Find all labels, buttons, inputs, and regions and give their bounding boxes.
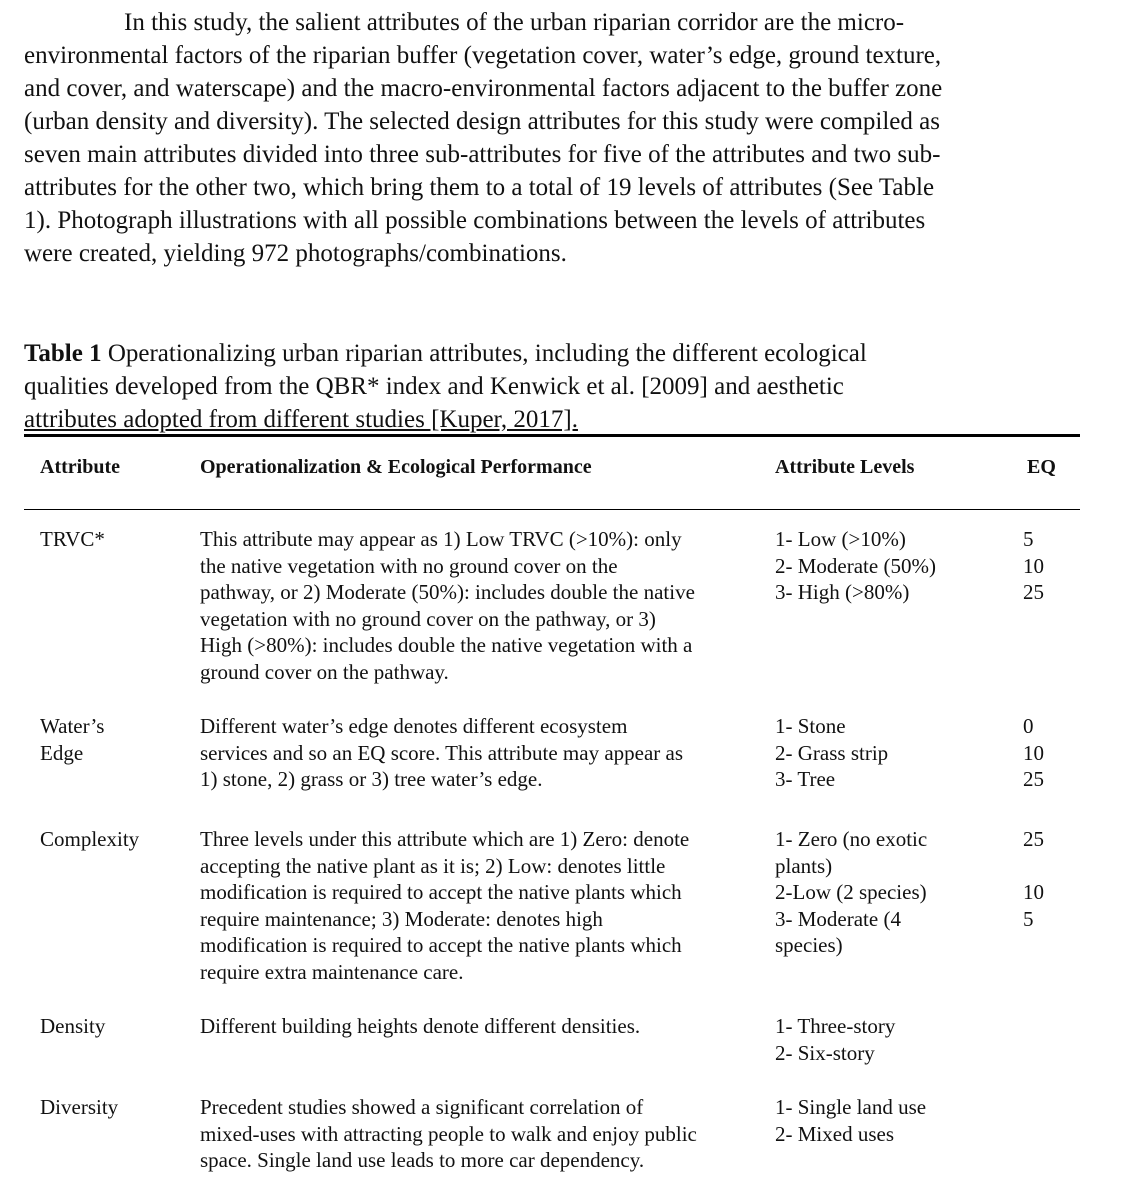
row-diversity-operationalization: Precedent studies showed a significant correlation of mixed-uses with attracting people to walk and enjoy public space. Single land use leads to more car dependency. [200,1095,697,1172]
header-levels: Attribute Levels [775,456,915,478]
body-paragraph [24,6,1080,270]
row-complexity-levels: 1- Zero (no exotic plants) 2-Low (2 species) 3- Moderate (4 species) [775,827,928,957]
row-density-attribute: Density [40,1014,106,1038]
row-diversity-attribute: Diversity [40,1095,119,1119]
paragraph-line: and cover, and waterscape) and the macro-environmental factors adjacent to the buffer zone [24,75,943,102]
row-complexity-eq: 25 10 5 [1023,827,1044,931]
row-trvc-attribute: TRVC* [40,527,105,551]
table-caption [24,337,1024,436]
paragraph-line: attributes for the other two, which bring them to a total of 19 levels of attributes (See Table [24,174,935,201]
row-complexity-attribute: Complexity [40,827,140,851]
paragraph-line: In this study, the salient attributes of the urban riparian corridor are the micro- [124,9,905,36]
row-trvc-operationalization: This attribute may appear as 1) Low TRVC (>10%): only the native vegetation with no ground cover on the pathway, or 2) Moderate (50%): includes double the native vegetation with no ground cover on the pathway, or 3) High (>80%): includes double the native vegetation with a ground cover on the pathway. [200,527,695,684]
caption-label: Table 1 [24,340,102,367]
table-top-rule [24,434,1080,437]
paragraph-line: 1). Photograph illustrations with all possible combinations between the levels of attributes [24,207,926,234]
header-operationalization: Operationalization & Ecological Performance [200,456,592,478]
row-waters-edge-levels: 1- Stone 2- Grass strip 3- Tree [775,714,889,791]
row-waters-edge-operationalization: Different water’s edge denotes different ecosystem services and so an EQ score. This attribute may appear as 1) stone, 2) grass or 3) tree water’s edge. [200,714,684,791]
header-eq: EQ [1027,456,1056,478]
caption-text: qualities developed from the QBR* index and Kenwick et al. [2009] and aesthetic [24,373,844,400]
row-waters-edge-attribute: Water’s Edge [40,714,105,765]
paragraph-line: (urban density and diversity). The selected design attributes for this study were compiled as [24,108,940,135]
row-waters-edge-eq: 0 10 25 [1023,714,1044,791]
row-trvc-levels: 1- Low (>10%) 2- Moderate (50%) 3- High (>80%) [775,527,936,604]
row-density-levels: 1- Three-story 2- Six-story [775,1014,896,1065]
paragraph-line: were created, yielding 972 photographs/combinations. [24,240,567,267]
row-trvc-eq: 5 10 25 [1023,527,1044,604]
caption-text: Operationalizing urban riparian attributes, including the different ecological [101,340,867,367]
paragraph-line: environmental factors of the riparian buffer (vegetation cover, water’s edge, ground texture, [24,42,942,69]
row-complexity-operationalization: Three levels under this attribute which are 1) Zero: denote accepting the native plant as it is; 2) Low: denotes little modification is required to accept the native plants which require maintenance; 3) Moderate: denotes high modification is required to accept the native plants which require extra maintenance care. [200,827,690,984]
caption-text: attributes adopted from different studies [Kuper, 2017]. [24,406,578,433]
header-attribute: Attribute [40,456,120,478]
paragraph-line: seven main attributes divided into three sub-attributes for five of the attributes and two sub- [24,141,941,168]
row-diversity-levels: 1- Single land use 2- Mixed uses [775,1095,927,1146]
table-header-rule [24,509,1080,510]
row-density-operationalization: Different building heights denote different densities. [200,1014,641,1038]
